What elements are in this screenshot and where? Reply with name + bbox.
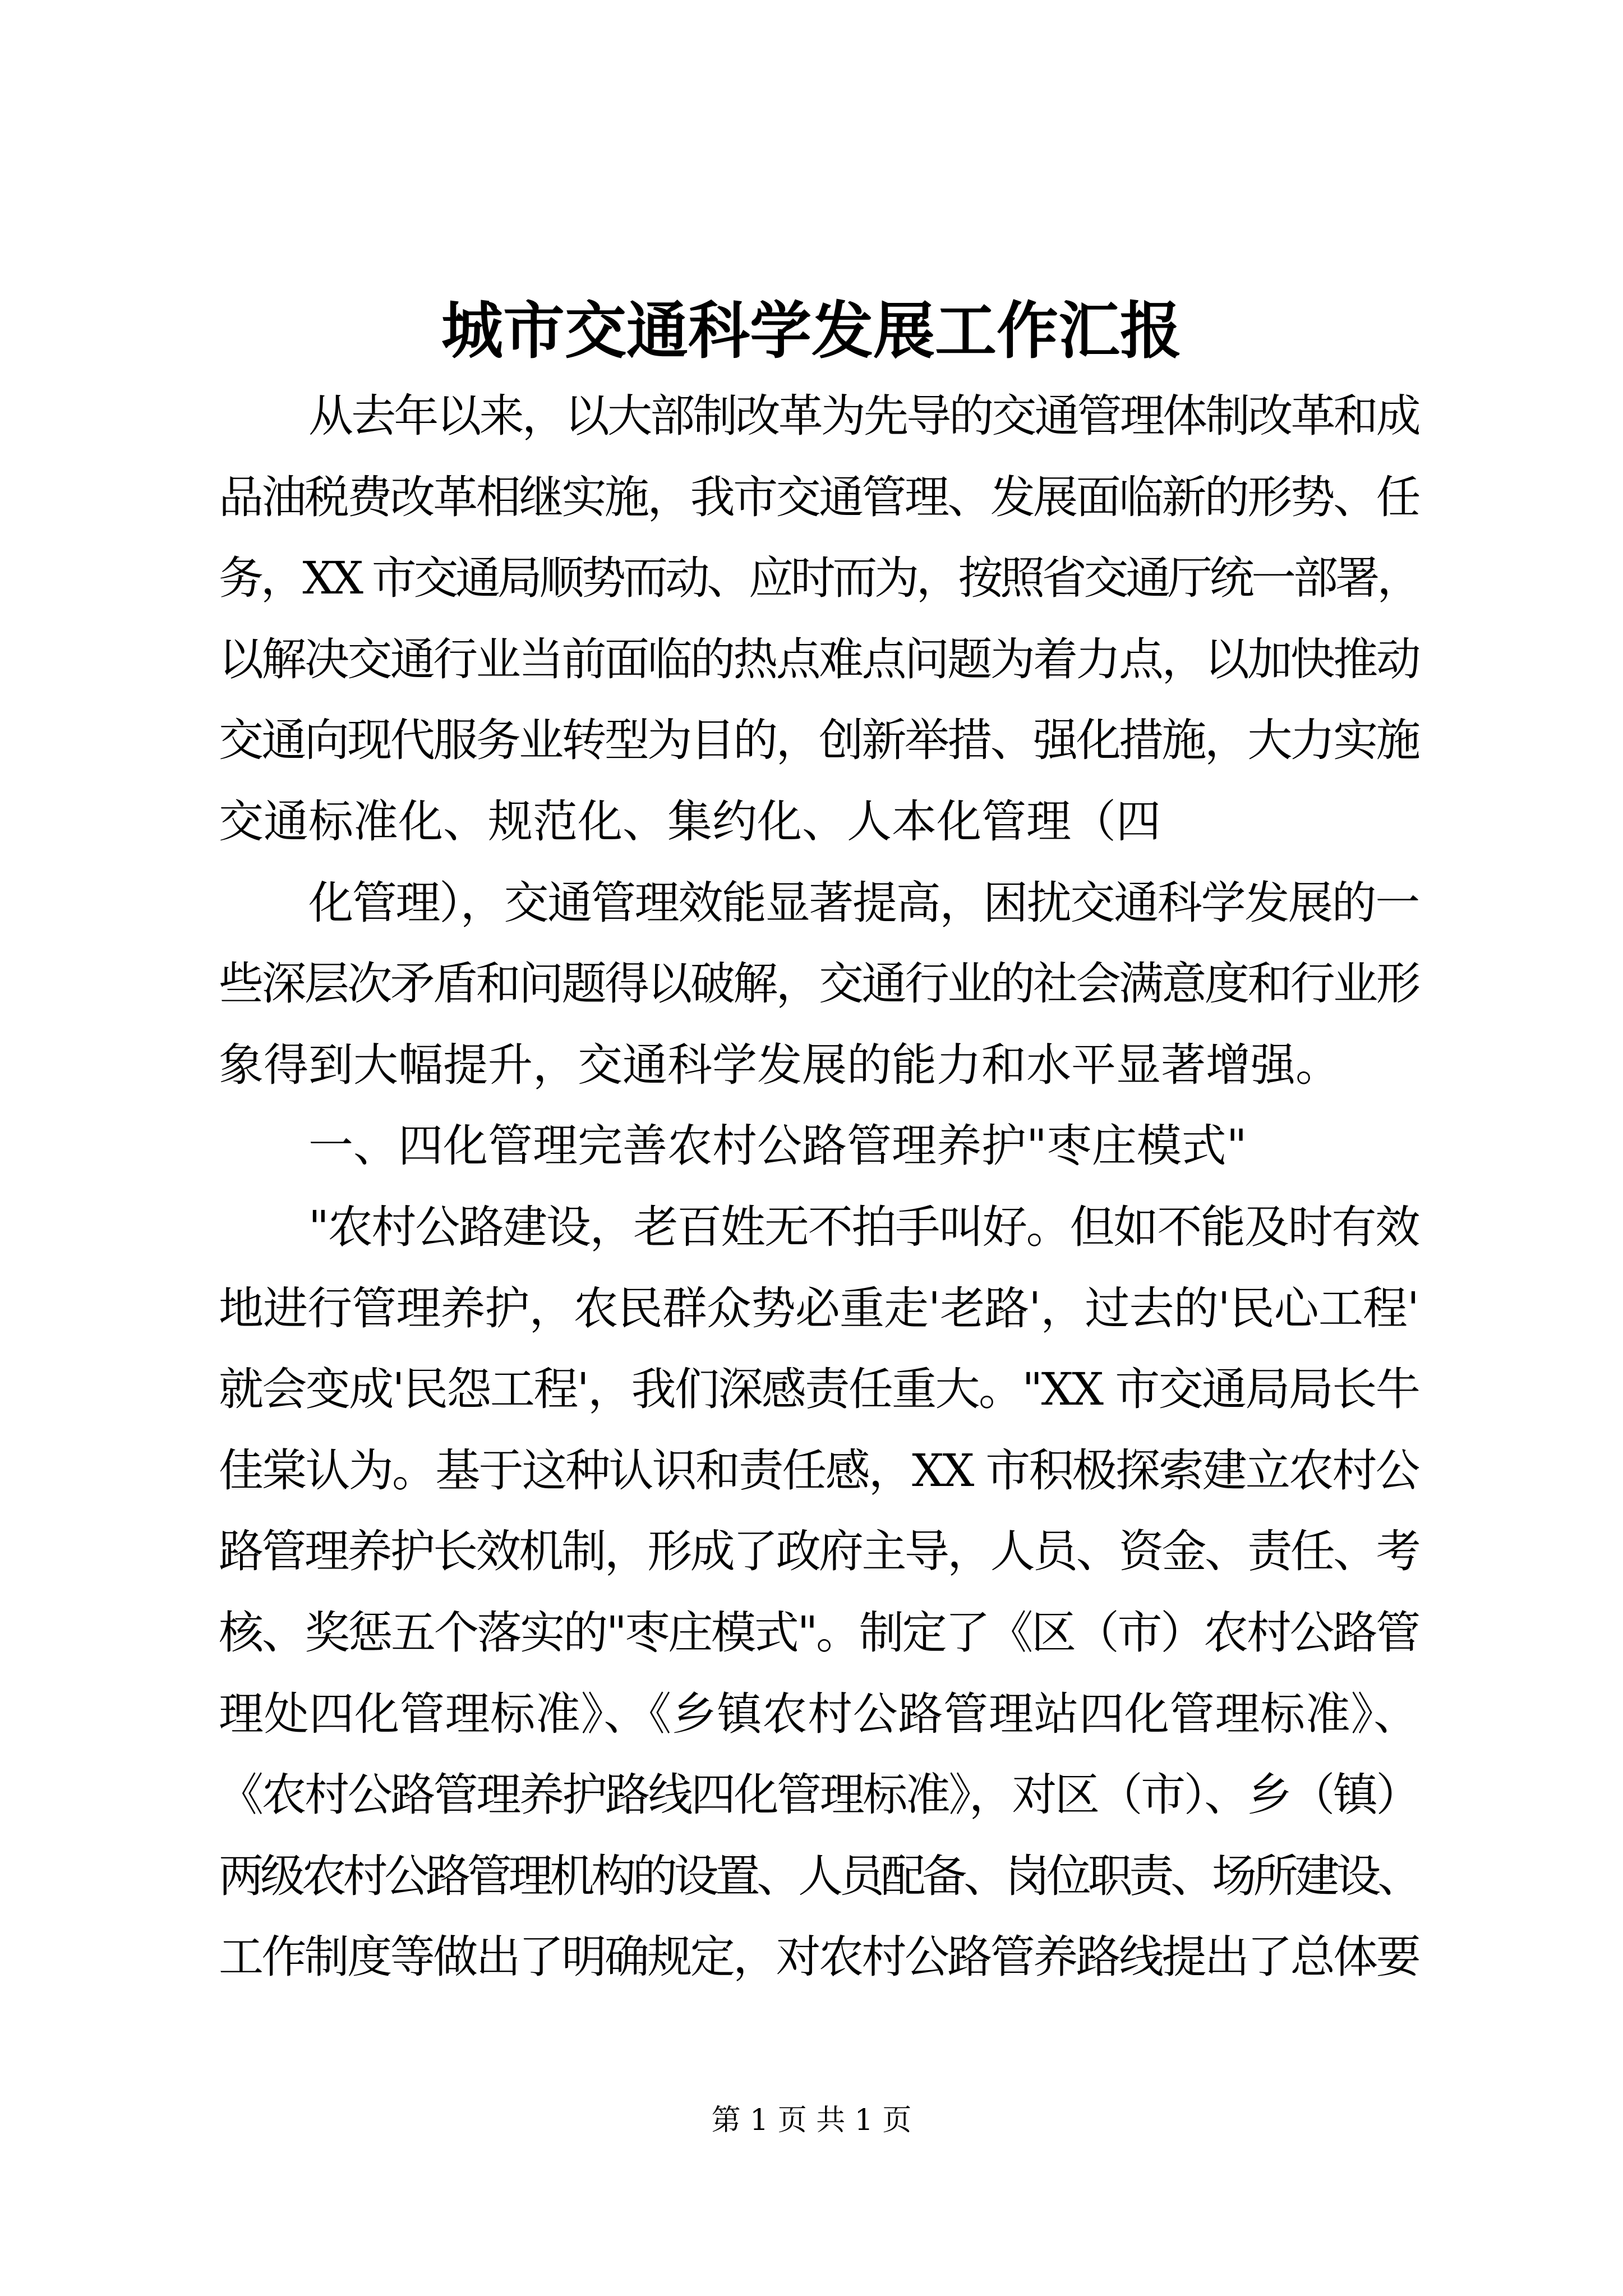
text-line: 《农村公路管理养护路线四化管理标准》，对区（市）、乡（镇） [219, 1769, 1419, 1821]
text-line: 一、四化管理完善农村公路管理养护"枣庄模式" [308, 1120, 1247, 1172]
text-line: "农村公路建设，老百姓无不拍手叫好。但如不能及时有效 [308, 1200, 1419, 1253]
text-line: 化管理），交通管理效能显著提高，困扰交通科学发展的一 [308, 876, 1419, 929]
text-line: 佳棠认为。基于这种认识和责任感，XX 市积极探索建立农村公 [219, 1444, 1419, 1497]
text-line: 地进行管理养护，农民群众势必重走'老路'，过去的'民心工程' [219, 1282, 1419, 1335]
text-line: 些深层次矛盾和问题得以破解，交通行业的社会满意度和行业形 [219, 958, 1419, 1010]
text-line: 两级农村公路管理机构的设置、人员配备、岗位职责、场所建设、 [219, 1849, 1419, 1902]
text-line: 理处四化管理标准》、《乡镇农村公路管理站四化管理标准》、 [219, 1687, 1419, 1740]
text-line: 品油税费改革相继实施，我市交通管理、发展面临新的形势、任 [219, 471, 1419, 523]
text-line: 交通向现代服务业转型为目的，创新举措、强化措施，大力实施 [219, 714, 1419, 767]
text-line: 象得到大幅提升，交通科学发展的能力和水平显著增强。 [219, 1038, 1340, 1091]
document-body [219, 376, 1419, 1998]
text-line: 交通标准化、规范化、集约化、人本化管理（四 [219, 795, 1161, 848]
text-line: 以解决交通行业当前面临的热点难点问题为着力点，以加快推动 [219, 633, 1419, 685]
text-line: 核、奖惩五个落实的"枣庄模式"。制定了《区（市）农村公路管 [219, 1606, 1419, 1659]
text-line: 就会变成'民怨工程'，我们深感责任重大。"XX 市交通局局长牛 [219, 1363, 1419, 1416]
document-title: 城市交通科学发展工作汇报 [441, 295, 1182, 367]
text-line: 工作制度等做出了明确规定，对农村公路管养路线提出了总体要 [219, 1931, 1419, 1984]
text-line: 路管理养护长效机制，形成了政府主导，人员、资金、责任、考 [219, 1525, 1419, 1578]
text-line: 务，XX 市交通局顺势而动、应时而为，按照省交通厅统一部署， [219, 552, 1419, 605]
page-footer: 第 1 页 共 1 页 [711, 2104, 912, 2137]
text-line: 从去年以来，以大部制改革为先导的交通管理体制改革和成 [308, 390, 1419, 442]
